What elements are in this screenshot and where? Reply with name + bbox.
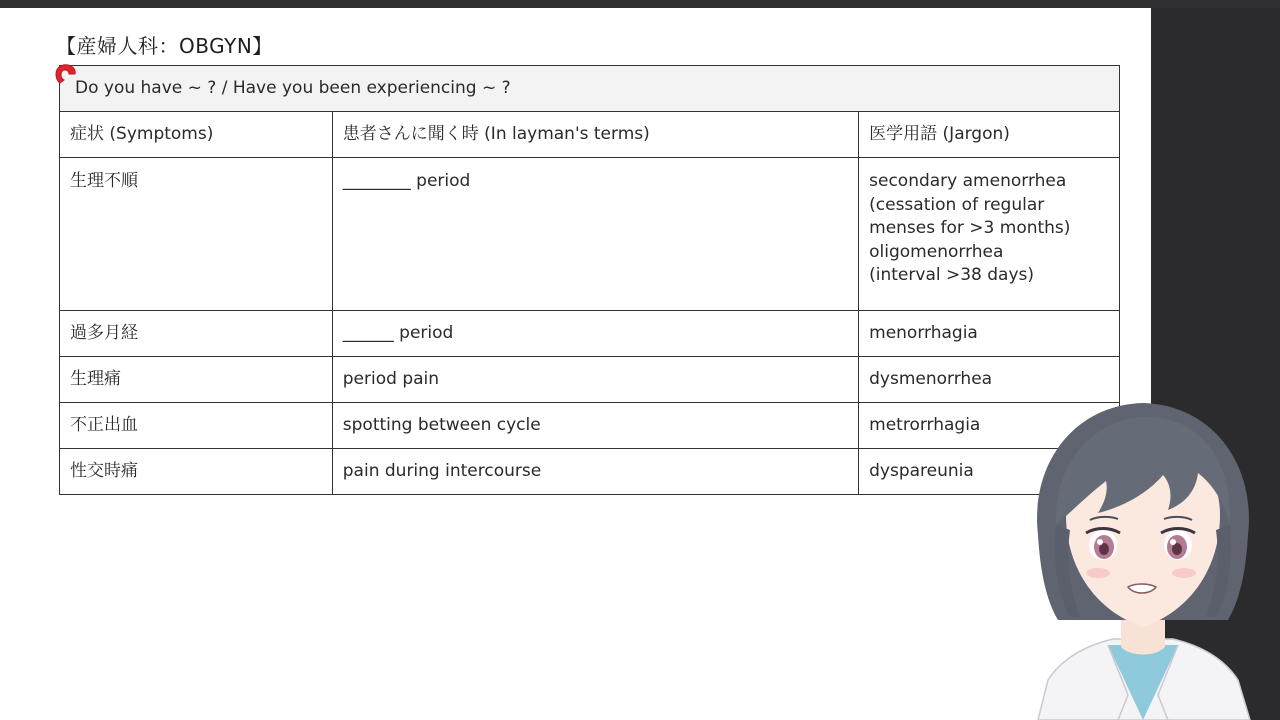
symptom-cell: 生理痛	[60, 357, 333, 403]
jargon-line: (interval >38 days)	[869, 265, 1035, 285]
header-layman: 患者さんに聞く時 (In layman's terms)	[332, 112, 858, 158]
layman-cell: ________ period	[332, 158, 858, 311]
window-top-strip	[0, 0, 1280, 8]
prompt-row	[60, 66, 1120, 112]
anime-doctor-avatar	[1018, 395, 1268, 720]
jargon-line: menses for >3 months)	[869, 218, 1071, 238]
jargon-cell: dysmenorrhea	[859, 357, 1120, 403]
jargon-cell: dyspareunia	[859, 449, 1120, 495]
prompt-cell: Do you have ~ ? / Have you been experiencing ~ ?	[60, 66, 1120, 112]
pointer-cursor-icon	[52, 62, 78, 86]
jargon-cell: metrorrhagia	[859, 403, 1120, 449]
table-row	[60, 449, 1120, 495]
table-row	[60, 158, 1120, 311]
table-row	[60, 311, 1120, 357]
layman-cell: period pain	[332, 357, 858, 403]
header-symptoms: 症状 (Symptoms)	[60, 112, 333, 158]
document-page	[0, 8, 1151, 720]
vocabulary-table	[59, 65, 1120, 495]
jargon-cell: menorrhagia	[859, 311, 1120, 357]
table-row	[60, 403, 1120, 449]
table-header-row	[60, 112, 1120, 158]
symptom-cell: 生理不順	[60, 158, 333, 311]
jargon-cell	[859, 158, 1120, 311]
symptom-cell: 性交時痛	[60, 449, 333, 495]
layman-cell: ______ period	[332, 311, 858, 357]
layman-cell: spotting between cycle	[332, 403, 858, 449]
layman-cell: pain during intercourse	[332, 449, 858, 495]
header-jargon: 医学用語 (Jargon)	[859, 112, 1120, 158]
symptom-cell: 過多月経	[60, 311, 333, 357]
symptom-cell: 不正出血	[60, 403, 333, 449]
table-row	[60, 357, 1120, 403]
page-title: 【産婦人科：OBGYN】	[56, 34, 273, 58]
jargon-line: oligomenorrhea	[869, 241, 1004, 262]
jargon-line: secondary amenorrhea	[869, 171, 1067, 191]
jargon-line: (cessation of regular	[869, 194, 1045, 215]
